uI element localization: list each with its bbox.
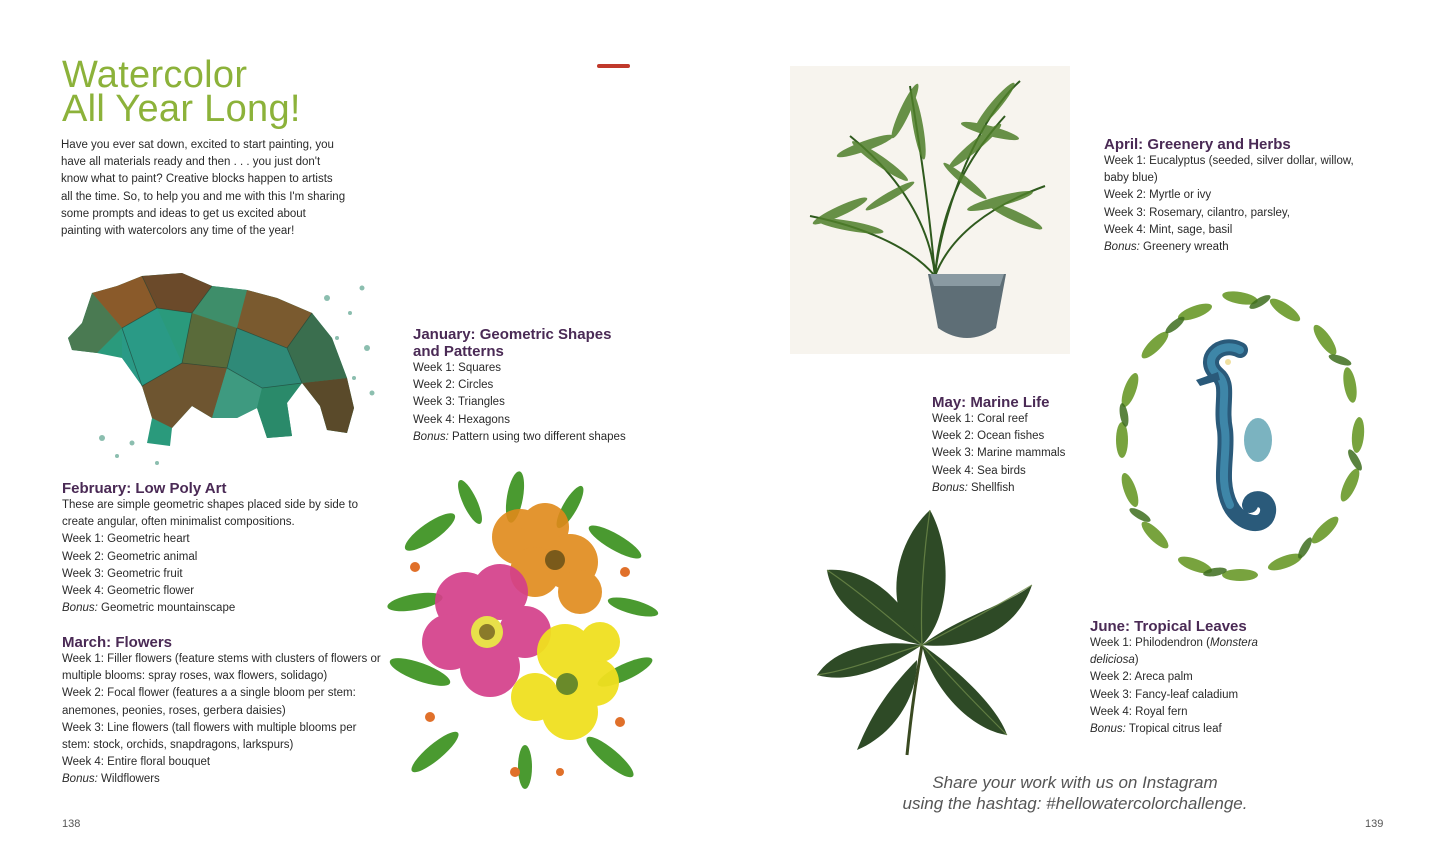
may-section [932, 394, 1102, 497]
tropical-leaves-illustration [812, 505, 1037, 760]
february-week-3: Week 3: Geometric fruit [62, 567, 183, 580]
march-bonus-label: Bonus: [62, 773, 98, 786]
page-number-left: 138 [62, 818, 81, 830]
february-week-2: Week 2: Geometric animal [62, 550, 198, 563]
january-heading-line-2: and Patterns [413, 343, 504, 360]
march-week-2: Week 2: Focal flower (features a a single bloom per stem: anemones, peonies, roses, gerbera daisies) [62, 687, 356, 717]
june-week-3: Week 3: Fancy-leaf caladium [1090, 688, 1239, 701]
april-bonus [1104, 239, 1364, 256]
january-bonus-label: Bonus: [413, 430, 449, 443]
february-week-4: Week 4: Geometric flower [62, 585, 195, 598]
february-week-1: Week 1: Geometric heart [62, 533, 190, 546]
january-heading-line-1: January: Geometric Shapes [413, 326, 612, 343]
flower-bouquet-illustration [395, 472, 650, 787]
share-line-1: Share your work with us on Instagram [932, 773, 1218, 792]
page-title [62, 54, 301, 130]
june-bonus-text: Tropical citrus leaf [1128, 723, 1222, 736]
january-week-4: Week 4: Hexagons [413, 413, 510, 426]
april-section [1104, 136, 1364, 256]
april-week-3: Week 3: Rosemary, cilantro, parsley, [1104, 206, 1290, 219]
january-week-1: Week 1: Squares [413, 362, 502, 374]
bookmark-marker [597, 64, 630, 68]
february-section [62, 480, 382, 617]
february-bonus-text: Geometric mountainscape [101, 602, 236, 615]
june-week-2: Week 2: Areca palm [1090, 671, 1193, 684]
april-bonus-text: Greenery wreath [1143, 241, 1229, 254]
february-heading: February: Low Poly Art [62, 480, 227, 497]
june-section [1090, 618, 1305, 738]
page-title-line-1: Watercolor [62, 54, 248, 96]
june-week-1-prefix: Week 1: Philodendron ( [1090, 637, 1210, 649]
june-week-4: Week 4: Royal fern [1090, 705, 1188, 718]
april-heading: April: Greenery and Herbs [1104, 136, 1291, 153]
february-bonus [62, 600, 382, 617]
page-number-right: 139 [1365, 818, 1384, 830]
february-description: These are simple geometric shapes placed side by side to create angular, often minimalist compositions. [62, 499, 358, 529]
may-week-3: Week 3: Marine mammals [932, 447, 1066, 460]
april-week-4: Week 4: Mint, sage, basil [1104, 223, 1233, 236]
june-week-1-suffix: ) [1134, 654, 1139, 667]
march-section [62, 634, 382, 789]
march-week-1: Week 1: Filler flowers (feature stems with clusters of flowers or multiple blooms: spray roses, wax flowers, solidago) [62, 653, 381, 683]
seahorse-wreath-illustration [1100, 280, 1385, 595]
march-week-3: Week 3: Line flowers (tall flowers with multiple blooms per stem: stock, orchids, snapdragons, larkspurs) [62, 721, 357, 752]
april-bonus-label: Bonus: [1104, 241, 1140, 254]
march-bonus-text: Wildflowers [101, 773, 160, 786]
may-bonus [932, 480, 1102, 497]
intro-paragraph: Have you ever sat down, excited to start painting, you have all materials ready and then . . . you just don't know what to paint? Creative blocks happen to artists all the time. So, to help you and me with this I'm sharing some prompts and ideas to get us excited about painting with watercolors any time of the year! [61, 139, 346, 238]
june-bonus-label: Bonus: [1090, 723, 1126, 736]
geometric-bear-illustration [62, 268, 382, 473]
january-week-3: Week 3: Triangles [413, 396, 505, 409]
june-heading: June: Tropical Leaves [1090, 618, 1247, 635]
february-bonus-label: Bonus: [62, 602, 98, 615]
january-heading [413, 326, 683, 360]
march-week-4: Week 4: Entire floral bouquet [62, 756, 211, 769]
may-heading: May: Marine Life [932, 394, 1050, 411]
march-heading: March: Flowers [62, 634, 173, 651]
january-bonus [413, 429, 683, 446]
april-week-1: Week 1: Eucalyptus (seeded, silver dollar, willow, baby blue) [1104, 155, 1354, 185]
share-line-2: using the hashtag: #hellowatercolorchallenge. [902, 794, 1248, 813]
may-week-2: Week 2: Ocean fishes [932, 430, 1045, 443]
may-week-1: Week 1: Coral reef [932, 413, 1028, 425]
january-week-2: Week 2: Circles [413, 379, 494, 392]
june-week-1-italic: Monstera deliciosa [1090, 637, 1258, 667]
may-bonus-text: Shellfish [971, 481, 1015, 494]
page-title-line-2: All Year Long! [62, 88, 301, 130]
march-bonus [62, 771, 382, 788]
january-section [413, 326, 683, 446]
share-callout [870, 772, 1280, 814]
potted-palm-illustration [790, 66, 1070, 354]
january-bonus-text: Pattern using two different shapes [452, 430, 626, 443]
may-bonus-label: Bonus: [932, 481, 968, 494]
june-bonus [1090, 721, 1305, 738]
june-week-1 [1090, 635, 1305, 669]
may-week-4: Week 4: Sea birds [932, 464, 1026, 477]
april-week-2: Week 2: Myrtle or ivy [1104, 189, 1212, 202]
